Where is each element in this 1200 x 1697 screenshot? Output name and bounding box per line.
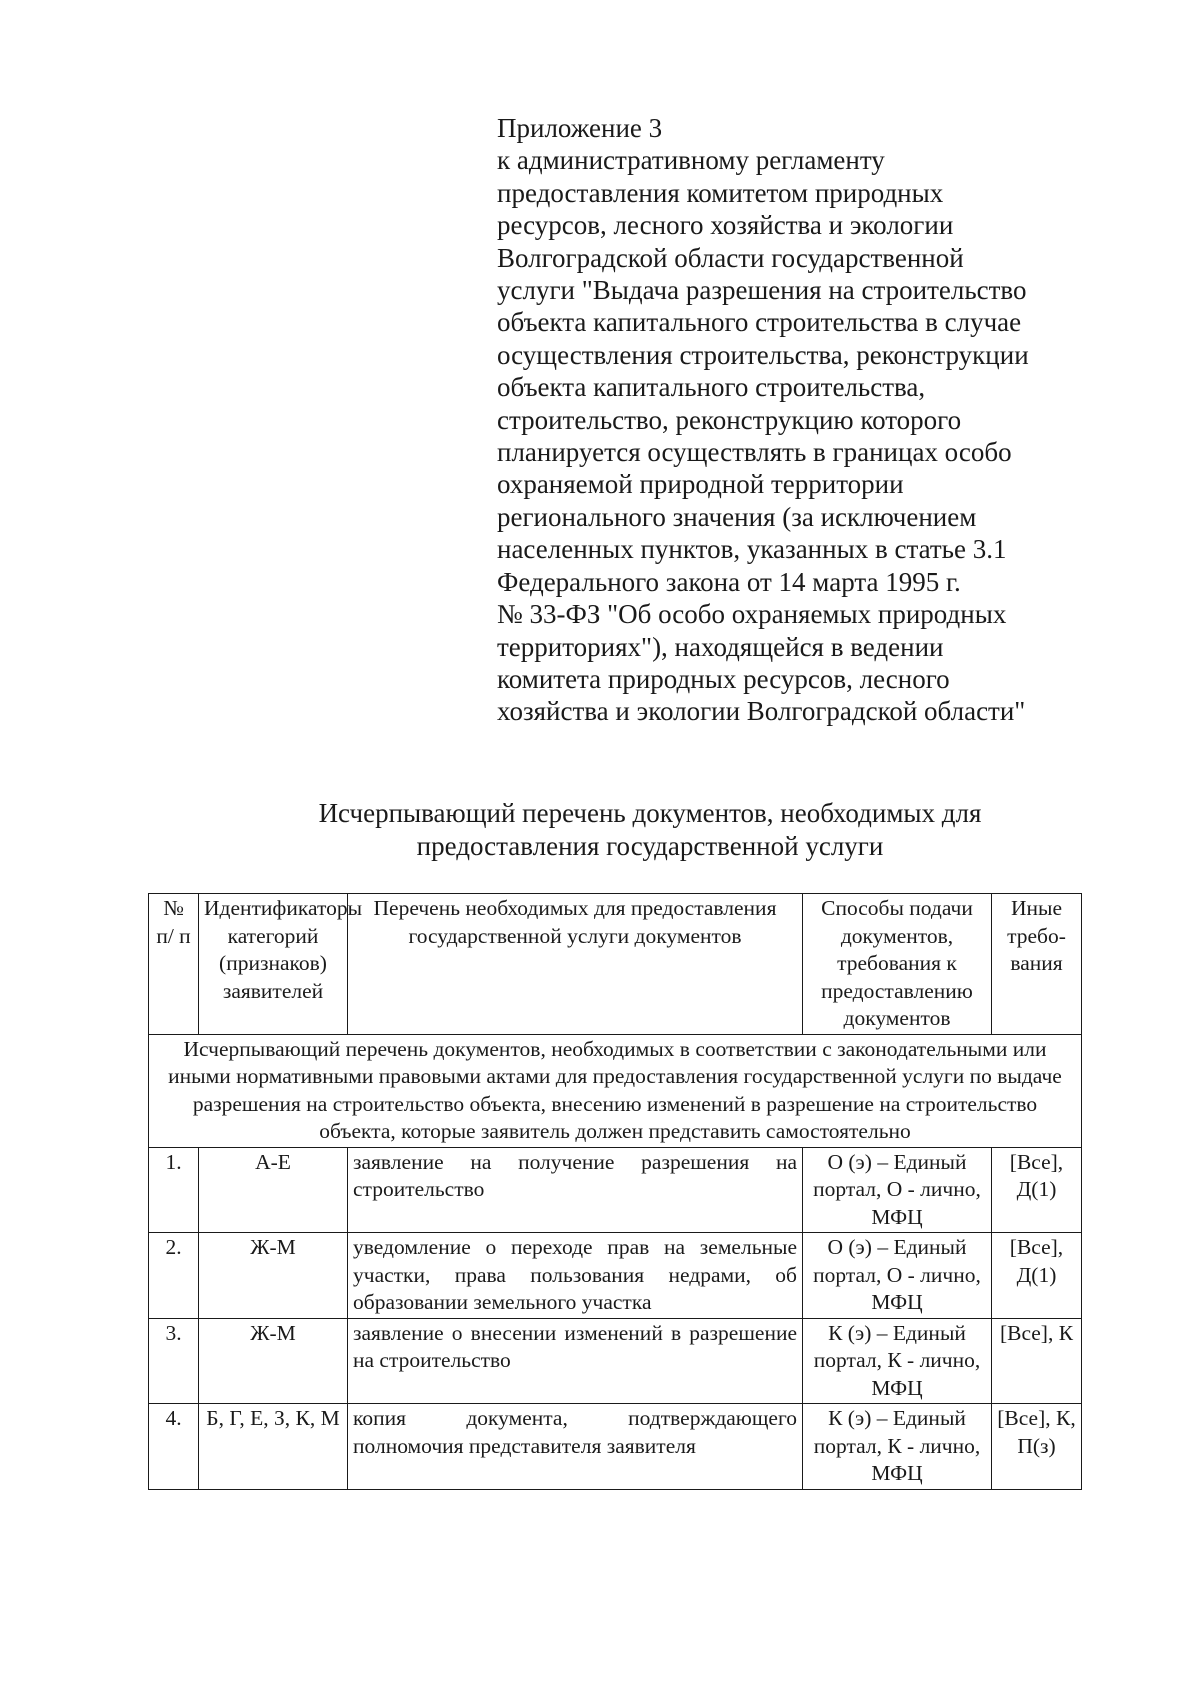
row-submission-method: К (э) – Единый портал, К - лично, МФЦ (803, 1404, 992, 1490)
document-title (200, 797, 1100, 863)
row-requirements: [Все], Д(1) (992, 1233, 1082, 1319)
appendix-line: к административному регламенту (497, 145, 885, 176)
table-section-row (149, 1034, 1082, 1147)
header-submission-methods: Способы подачи документов, требования к предоставлению документов (803, 894, 992, 1035)
appendix-line: № 33-ФЗ "Об особо охраняемых природных (497, 599, 1007, 630)
row-identifiers: Б, Г, Е, З, К, М (199, 1404, 348, 1490)
row-identifiers: Ж-М (199, 1318, 348, 1404)
header-other-requirements: Иные требо-вания (992, 894, 1082, 1035)
row-document: заявление на получение разрешения на строительство (348, 1147, 803, 1233)
table-row (149, 1318, 1082, 1404)
appendix-line: комитета природных ресурсов, лесного (497, 663, 950, 694)
appendix-header (497, 112, 1117, 728)
row-requirements: [Все], К, П(з) (992, 1404, 1082, 1490)
appendix-line: предоставления комитетом природных (497, 177, 944, 208)
appendix-line: планируется осуществлять в границах особо (497, 437, 1012, 468)
appendix-line: осуществления строительства, реконструкции (497, 339, 1029, 370)
row-requirements: [Все], Д(1) (992, 1147, 1082, 1233)
section-heading: Исчерпывающий перечень документов, необходимых в соответствии с законодательными или иными нормативными правовыми актами для предоставления государственной услуги по выдаче разрешения на строительство объекта, внесению изменений в разрешение на строительство объекта, которые заявитель должен представить самостоятельно (149, 1034, 1082, 1147)
appendix-line: хозяйства и экологии Волгоградской области" (497, 696, 1026, 727)
header-applicant-identifiers: Идентификаторы категорий (признаков) заявителей (199, 894, 348, 1035)
appendix-line: услуги "Выдача разрешения на строительство (497, 275, 1027, 306)
row-document: уведомление о переходе прав на земельные участки, права пользования недрами, об образовании земельного участка (348, 1233, 803, 1319)
row-number: 4. (149, 1404, 199, 1490)
row-document: заявление о внесении изменений в разрешение на строительство (348, 1318, 803, 1404)
appendix-line: Волгоградской области государственной (497, 242, 964, 273)
appendix-line: охраняемой природной территории (497, 469, 904, 500)
appendix-line: населенных пунктов, указанных в статье 3.1 (497, 534, 1007, 565)
row-submission-method: О (э) – Единый портал, О - лично, МФЦ (803, 1147, 992, 1233)
table-row (149, 1404, 1082, 1490)
documents-table (148, 893, 1082, 1490)
table-row (149, 1147, 1082, 1233)
row-identifiers: А-Е (199, 1147, 348, 1233)
appendix-line: ресурсов, лесного хозяйства и экологии (497, 210, 954, 241)
row-number: 3. (149, 1318, 199, 1404)
row-document: копия документа, подтверждающего полномочия представителя заявителя (348, 1404, 803, 1490)
row-number: 2. (149, 1233, 199, 1319)
row-requirements: [Все], К (992, 1318, 1082, 1404)
header-documents-list: Перечень необходимых для предоставления государственной услуги документов (348, 894, 803, 1035)
row-number: 1. (149, 1147, 199, 1233)
row-submission-method: О (э) – Единый портал, О - лично, МФЦ (803, 1233, 992, 1319)
table-row (149, 1233, 1082, 1319)
appendix-line: объекта капитального строительства, (497, 372, 926, 403)
document-title-line: Исчерпывающий перечень документов, необходимых для (318, 798, 982, 828)
row-submission-method: К (э) – Единый портал, К - лично, МФЦ (803, 1318, 992, 1404)
appendix-line: строительство, реконструкцию которого (497, 404, 962, 435)
appendix-line: объекта капитального строительства в случае (497, 307, 1022, 338)
table-header-row (149, 894, 1082, 1035)
row-identifiers: Ж-М (199, 1233, 348, 1319)
appendix-line: регионального значения (за исключением (497, 501, 977, 532)
appendix-line: территориях"), находящейся в ведении (497, 631, 944, 662)
document-title-line: предоставления государственной услуги (416, 831, 884, 861)
appendix-title: Приложение 3 (497, 113, 663, 143)
appendix-line: Федерального закона от 14 марта 1995 г. (497, 566, 961, 597)
header-number: № п/ п (149, 894, 199, 1035)
